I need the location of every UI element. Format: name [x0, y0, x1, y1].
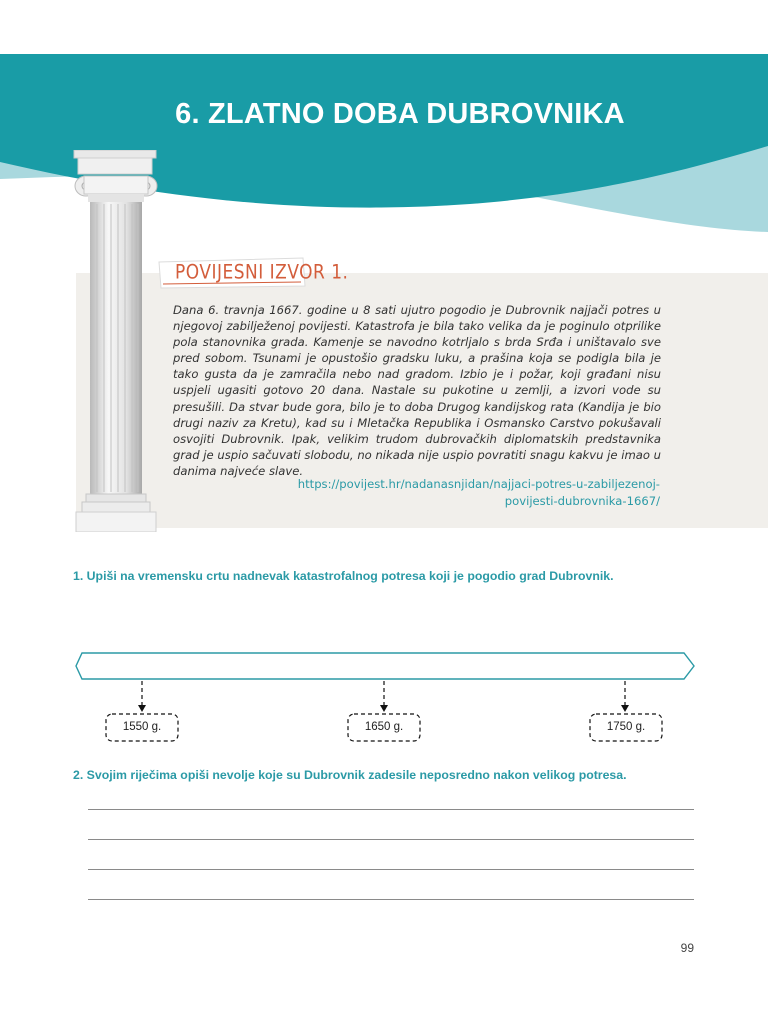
source-link-line-2[interactable]: povijesti-dubrovnika-1667/ — [504, 494, 660, 508]
answer-line-4[interactable] — [88, 899, 694, 900]
timeline-tick-arrow-3 — [621, 705, 629, 712]
source-link-line-1[interactable]: https://povijest.hr/nadanasnjidan/najjaci-potres-u-zabiljezenoj- — [297, 477, 660, 491]
answer-line-3[interactable] — [88, 869, 694, 870]
timeline-label-1650: 1650 g. — [364, 721, 404, 733]
timeline-tick-arrow-2 — [380, 705, 388, 712]
timeline-tick-arrow-1 — [138, 705, 146, 712]
question-2: 2. Svojim riječima opiši nevolje koje su Dubrovnik zadesile neposredno nakon velikog potresa. — [73, 768, 627, 782]
answer-line-1[interactable] — [88, 809, 694, 810]
source-link[interactable] — [250, 476, 660, 510]
page-number: 99 — [680, 941, 694, 955]
source-text: Dana 6. travnja 1667. godine u 8 sati ujutro pogodio je Dubrovnik najjači potres u njegovoj zabilježenoj povijesti. Katastrofa je bila tako velika da je poginulo otprilike pola stanovnika grada. Kamenje se navodno kotrljalo s brda Srđa i uništavalo sve pred sobom. Tsunami je opustošio gradsku luku, a prašina koja se podigla bila je tako gusta da je zamračila nebo nad gradom. Izbio je i požar, koji građani nisu uspjeli ugasiti gotovo 20 dana. Nastale su pukotine u zemlji, a izvori vode su presušili. Da stvar bude gora, bilo je to doba Drugog kandijskog rata (Kandija je bio drugi naziv za Kretu), kad su i Mletačka Republika i Osmansko Carstvo pokušavali osvojiti Dubrovnik. Ipak, velikim trudom dubrovačkih diplomatskih predstavnika grad je uspio sačuvati slobodu, no nikada nije uspio povratiti snagu kakvu je imao u danima najveće slave. — [173, 303, 661, 478]
timeline-arrow-bar — [76, 653, 694, 679]
answer-line-2[interactable] — [88, 839, 694, 840]
page-title: 6. ZLATNO DOBA DUBROVNIKA — [175, 98, 625, 130]
timeline-label-1750: 1750 g. — [606, 721, 646, 733]
ionic-column-illustration — [70, 150, 162, 532]
question-1: 1. Upiši na vremensku crtu nadnevak katastrofalnog potresa koji je pogodio grad Dubrovnik. — [73, 569, 614, 583]
source-tag-label: POVIJESNI IZVOR 1. — [175, 261, 349, 284]
timeline-label-1550: 1550 g. — [122, 721, 162, 733]
